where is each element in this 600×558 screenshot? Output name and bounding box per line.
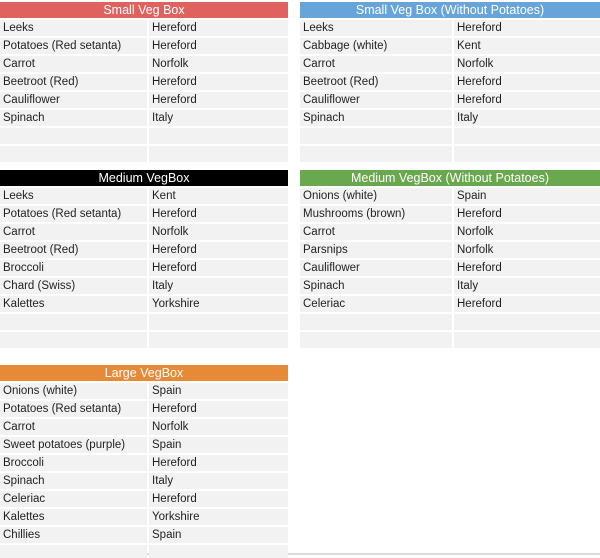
cell-origin[interactable]: Hereford — [149, 491, 288, 507]
table-row — [0, 527, 288, 543]
table-row — [0, 188, 288, 204]
table-row — [0, 296, 288, 312]
table-empty-row — [0, 314, 288, 330]
table-row — [0, 224, 288, 240]
table-medium-vegbox-without-potatoes — [300, 170, 600, 350]
table-empty-row — [0, 332, 288, 348]
cell-origin[interactable]: Hereford — [454, 92, 600, 108]
table-empty-row — [300, 332, 600, 348]
cell-item[interactable]: Spinach — [0, 110, 147, 126]
cell-origin[interactable]: Norfolk — [454, 242, 600, 258]
table-empty-row — [300, 146, 600, 162]
table-medium-vegbox — [0, 170, 288, 350]
cell-item[interactable]: Carrot — [0, 224, 147, 240]
cell-origin[interactable]: Norfolk — [149, 56, 288, 72]
table-large-vegbox — [0, 365, 288, 558]
table-row — [0, 74, 288, 90]
cell-origin[interactable]: Norfolk — [454, 224, 600, 240]
cell-item[interactable]: Cauliflower — [0, 92, 147, 108]
cell-origin[interactable]: Hereford — [149, 401, 288, 417]
table-small-veg-box-without-potatoes — [300, 2, 600, 164]
cell-origin[interactable] — [149, 146, 288, 162]
table-row — [0, 92, 288, 108]
cell-item[interactable]: Beetroot (Red) — [300, 74, 452, 90]
table-row — [300, 38, 600, 54]
cell-item[interactable] — [300, 314, 452, 330]
cell-origin[interactable] — [149, 128, 288, 144]
table-row — [300, 206, 600, 222]
cell-origin[interactable] — [454, 332, 600, 348]
table-row — [0, 419, 288, 435]
table-row — [0, 260, 288, 276]
cell-origin[interactable]: Norfolk — [149, 419, 288, 435]
table-row — [300, 278, 600, 294]
cell-origin[interactable]: Hereford — [149, 20, 288, 36]
cell-origin[interactable]: Kent — [149, 188, 288, 204]
cell-origin[interactable] — [454, 128, 600, 144]
cell-item[interactable]: Beetroot (Red) — [0, 242, 147, 258]
cell-item[interactable]: Spinach — [0, 473, 147, 489]
table-empty-row — [0, 545, 288, 558]
cell-item[interactable]: Broccoli — [0, 260, 147, 276]
cell-item[interactable]: Leeks — [0, 20, 147, 36]
cell-item[interactable]: Leeks — [300, 20, 452, 36]
cell-item[interactable]: Cauliflower — [300, 92, 452, 108]
cell-item[interactable]: Cauliflower — [300, 260, 452, 276]
cell-item[interactable]: Kalettes — [0, 509, 147, 525]
table-header-large-vegbox[interactable]: Large VegBox — [0, 365, 288, 381]
cell-origin[interactable]: Spain — [149, 383, 288, 399]
cell-origin[interactable] — [149, 332, 288, 348]
cell-item[interactable] — [300, 146, 452, 162]
cell-origin[interactable]: Hereford — [454, 296, 600, 312]
cell-item[interactable]: Potatoes (Red setanta) — [0, 38, 147, 54]
table-row — [0, 278, 288, 294]
table-empty-row — [300, 314, 600, 330]
cell-item[interactable]: Onions (white) — [0, 383, 147, 399]
table-row — [300, 242, 600, 258]
cell-item[interactable]: Potatoes (Red setanta) — [0, 401, 147, 417]
cell-item[interactable]: Potatoes (Red setanta) — [0, 206, 147, 222]
table-row — [0, 437, 288, 453]
table-row — [0, 56, 288, 72]
cell-item[interactable]: Chard (Swiss) — [0, 278, 147, 294]
table-row — [0, 473, 288, 489]
cell-item[interactable] — [300, 128, 452, 144]
table-row — [0, 401, 288, 417]
cell-item[interactable] — [0, 545, 147, 558]
cell-origin[interactable]: Italy — [454, 278, 600, 294]
cell-origin[interactable]: Hereford — [149, 92, 288, 108]
table-row — [0, 455, 288, 471]
cell-origin[interactable]: Hereford — [149, 455, 288, 471]
table-header-small-veg-box[interactable]: Small Veg Box — [0, 2, 288, 18]
table-empty-row — [0, 128, 288, 144]
cell-item[interactable]: Carrot — [0, 56, 147, 72]
cell-origin[interactable]: Norfolk — [454, 56, 600, 72]
cell-origin[interactable]: Hereford — [454, 20, 600, 36]
table-row — [300, 56, 600, 72]
cell-item[interactable]: Celeriac — [0, 491, 147, 507]
cell-item[interactable]: Carrot — [300, 224, 452, 240]
cell-item[interactable] — [0, 332, 147, 348]
cell-item[interactable]: Sweet potatoes (purple) — [0, 437, 147, 453]
table-empty-row — [0, 146, 288, 162]
cell-item[interactable] — [0, 128, 147, 144]
cell-item[interactable]: Cabbage (white) — [300, 38, 452, 54]
table-row — [0, 491, 288, 507]
cell-origin[interactable] — [454, 314, 600, 330]
cell-item[interactable] — [300, 332, 452, 348]
table-row — [0, 509, 288, 525]
table-row — [300, 188, 600, 204]
cell-item[interactable]: Leeks — [0, 188, 147, 204]
cell-item[interactable]: Chillies — [0, 527, 147, 543]
cell-origin[interactable] — [149, 545, 288, 558]
cell-item[interactable]: Broccoli — [0, 455, 147, 471]
table-row — [300, 92, 600, 108]
cell-origin[interactable]: Italy — [149, 473, 288, 489]
cell-origin[interactable]: Hereford — [149, 242, 288, 258]
cell-origin[interactable]: Yorkshire — [149, 296, 288, 312]
cell-item[interactable]: Parsnips — [300, 242, 452, 258]
cell-item[interactable]: Onions (white) — [300, 188, 452, 204]
cell-item[interactable]: Carrot — [0, 419, 147, 435]
table-header-medium-vegbox[interactable]: Medium VegBox — [0, 170, 288, 186]
cell-origin[interactable]: Italy — [149, 110, 288, 126]
table-row — [300, 20, 600, 36]
cell-item[interactable] — [0, 314, 147, 330]
cell-origin[interactable]: Spain — [149, 437, 288, 453]
cell-origin[interactable]: Hereford — [149, 206, 288, 222]
table-row — [0, 206, 288, 222]
cell-origin[interactable] — [149, 314, 288, 330]
table-row — [300, 296, 600, 312]
cell-origin[interactable]: Hereford — [454, 74, 600, 90]
cell-item[interactable]: Spinach — [300, 278, 452, 294]
cell-item[interactable]: Celeriac — [300, 296, 452, 312]
cell-item[interactable]: Spinach — [300, 110, 452, 126]
cell-item[interactable]: Carrot — [300, 56, 452, 72]
table-row — [0, 38, 288, 54]
cell-origin[interactable]: Yorkshire — [149, 509, 288, 525]
cell-origin[interactable]: Italy — [454, 110, 600, 126]
table-row — [300, 260, 600, 276]
cell-origin[interactable]: Hereford — [454, 206, 600, 222]
cell-origin[interactable]: Hereford — [149, 38, 288, 54]
cell-origin[interactable]: Hereford — [454, 260, 600, 276]
cell-item[interactable]: Beetroot (Red) — [0, 74, 147, 90]
cell-origin[interactable]: Hereford — [149, 260, 288, 276]
table-row — [300, 74, 600, 90]
table-row — [300, 110, 600, 126]
table-empty-row — [300, 128, 600, 144]
table-small-veg-box — [0, 2, 288, 164]
table-row — [300, 224, 600, 240]
table-row — [0, 110, 288, 126]
cell-origin[interactable]: Norfolk — [149, 224, 288, 240]
cell-origin[interactable]: Kent — [454, 38, 600, 54]
cell-item[interactable]: Mushrooms (brown) — [300, 206, 452, 222]
table-header-small-veg-box-without-potatoes[interactable]: Small Veg Box (Without Potatoes) — [300, 2, 600, 18]
cell-origin[interactable]: Hereford — [149, 74, 288, 90]
cell-item[interactable]: Kalettes — [0, 296, 147, 312]
table-header-medium-vegbox-without-potatoes[interactable]: Medium VegBox (Without Potatoes) — [300, 170, 600, 186]
cell-origin[interactable]: Spain — [454, 188, 600, 204]
cell-origin[interactable]: Italy — [149, 278, 288, 294]
table-row — [0, 20, 288, 36]
table-row — [0, 242, 288, 258]
table-row — [0, 383, 288, 399]
cell-item[interactable] — [0, 146, 147, 162]
cell-origin[interactable]: Spain — [149, 527, 288, 543]
cell-origin[interactable] — [454, 146, 600, 162]
